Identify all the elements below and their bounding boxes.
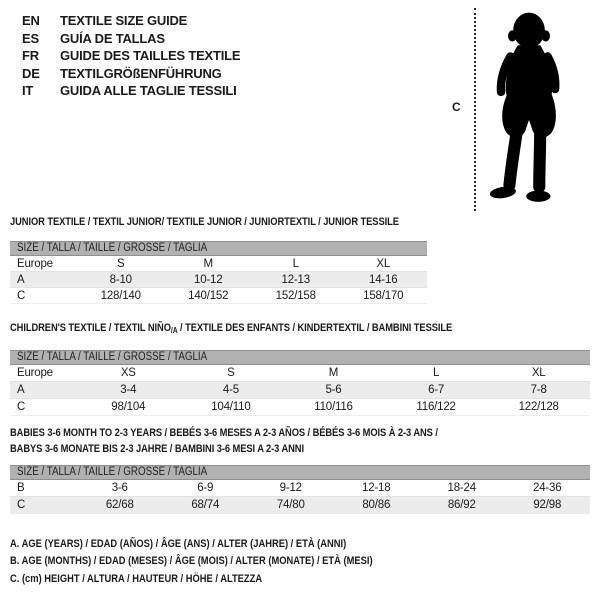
title-text: / TEXTILE DES ENFANTS / KINDERTEXTIL / BAMBINI TESSILE: [177, 322, 453, 334]
junior-section-title: [10, 216, 468, 228]
size-cell: 116/122: [416, 401, 456, 413]
size-cell: 3-4: [120, 384, 137, 396]
babies-section-title-text: BABYS 3-6 MONATE BIS 2-3 JAHRE / BAMBINI 3-6 MESI A 2-3 ANNI: [10, 443, 304, 455]
size-cell: XS: [120, 367, 136, 379]
size-header-bar: [10, 241, 427, 256]
size-header-bar: [10, 350, 590, 365]
table-row: [10, 480, 590, 497]
table-row: [10, 272, 427, 288]
table-row: [10, 399, 590, 416]
baby-silhouette-image: [481, 8, 577, 213]
row-label: C: [17, 289, 26, 302]
height-measure-label: C: [452, 100, 461, 114]
footnote-text: B. AGE (MONTHS) / EDAD (MESES) / ÂGE (MOIS) / ALTER (MONATE) / ETÀ (MESI): [10, 555, 373, 568]
language-code: FR: [22, 48, 39, 64]
size-cell: 158/170: [363, 289, 404, 302]
row-label: Europe: [17, 367, 53, 379]
language-row: [22, 47, 240, 65]
babies-size-table: [10, 465, 590, 514]
language-title: GUIDE DES TAILLES TEXTILE: [60, 48, 241, 64]
footnote-text: A. AGE (YEARS) / EDAD (AÑOS) / ÂGE (ANS) / ALTER (JAHRE) / ETÀ (ANNI): [10, 538, 347, 550]
size-cell: 9-12: [279, 482, 302, 494]
title-subscript: /A: [170, 326, 178, 335]
children-section-title: [10, 322, 530, 335]
row-label: Europe: [17, 257, 53, 270]
language-code: IT: [22, 83, 34, 99]
table-row: [10, 288, 427, 304]
size-cell: M: [328, 367, 339, 379]
language-code: DE: [22, 65, 40, 81]
size-cell: 12-13: [281, 273, 310, 286]
row-label: C: [17, 401, 26, 413]
size-cell: XL: [376, 257, 391, 270]
footnote-b: [10, 553, 437, 570]
size-cell: L: [432, 367, 440, 379]
height-dotted-line: [474, 8, 476, 211]
size-cell: S: [227, 367, 235, 379]
footnote-a: [10, 536, 437, 553]
size-cell: 128/140: [100, 289, 141, 302]
language-row: [22, 12, 240, 30]
children-section-title-text: [10, 322, 452, 335]
size-cell: 152/158: [275, 289, 316, 302]
size-cell: 92/98: [533, 499, 562, 511]
language-row: [22, 65, 240, 83]
language-title: TEXTILE SIZE GUIDE: [60, 13, 188, 28]
table-row: [10, 365, 590, 382]
language-title: GUIDA ALLE TAGLIE TESSILI: [60, 83, 237, 99]
title-text: CHILDREN'S TEXTILE / TEXTIL NIÑO: [10, 322, 171, 334]
size-cell: M: [203, 257, 213, 270]
size-cell: 80/86: [362, 499, 391, 511]
size-cell: L: [292, 257, 299, 270]
size-cell: 68/74: [191, 499, 220, 511]
language-code: EN: [22, 13, 40, 28]
babies-section-title-line1: [10, 427, 513, 439]
footnote-c: [10, 571, 437, 588]
row-label: B: [17, 482, 25, 494]
size-cell: 12-18: [362, 482, 391, 494]
children-size-table: [10, 350, 590, 416]
size-cell: 6-9: [197, 482, 214, 494]
size-cell: 7-8: [530, 384, 547, 396]
size-cell: 140/152: [188, 289, 229, 302]
size-cell: 14-16: [369, 273, 398, 286]
size-cell: 4-5: [222, 384, 239, 396]
size-cell: 3-6: [111, 482, 128, 494]
size-header-bar: [10, 465, 590, 480]
row-label: A: [17, 273, 25, 286]
footnote-text: C. (cm) HEIGHT / ALTURA / HAUTEUR / HÖHE / ALTEZZA: [10, 572, 263, 585]
footnotes: [10, 536, 437, 588]
language-title: TEXTILGRÖßENFÜHRUNG: [60, 65, 222, 81]
size-cell: S: [117, 257, 125, 270]
size-cell: 5-6: [325, 384, 342, 396]
row-label: C: [17, 499, 26, 511]
language-row: [22, 82, 240, 100]
language-title: GUÍA DE TALLAS: [60, 30, 165, 46]
junior-section-title-text: JUNIOR TEXTILE / TEXTIL JUNIOR/ TEXTILE JUNIOR / JUNIORTEXTIL / JUNIOR TESSILE: [10, 216, 399, 228]
size-cell: 98/104: [111, 401, 146, 413]
size-cell: 62/68: [105, 499, 134, 511]
row-label: A: [17, 384, 25, 396]
size-cell: 8-10: [109, 273, 132, 286]
language-list: [22, 12, 240, 100]
size-header-text: SIZE / TALLA / TAILLE / GRÖSSE / TAGLIA: [17, 351, 208, 363]
size-header-text: SIZE / TALLA / TAILLE / GRÖSSE / TAGLIA: [17, 242, 208, 254]
size-cell: XL: [531, 367, 546, 379]
babies-section-title-text: BABIES 3-6 MONTH TO 2-3 YEARS / BEBÉS 3-6 MESES A 2-3 AÑOS / BÉBÉS 3-6 MOIS À 2-3 ANS /: [10, 427, 438, 439]
language-row: [22, 30, 240, 48]
size-cell: 122/128: [518, 401, 559, 413]
size-cell: 6-7: [428, 384, 445, 396]
table-row: [10, 497, 590, 514]
table-row: [10, 256, 427, 272]
junior-size-table: [10, 241, 427, 304]
size-cell: 10-12: [194, 273, 223, 286]
size-cell: 74/80: [276, 499, 305, 511]
size-cell: 110/116: [314, 401, 353, 413]
language-code: ES: [22, 30, 39, 46]
size-header-text: SIZE / TALLA / TAILLE / GRÖSSE / TAGLIA: [17, 466, 208, 478]
size-cell: 24-36: [533, 482, 562, 494]
size-cell: 18-24: [447, 482, 476, 494]
babies-section-title-line2: [10, 443, 356, 455]
table-row: [10, 382, 590, 399]
size-cell: 86/92: [447, 499, 476, 511]
size-cell: 104/110: [211, 401, 251, 413]
